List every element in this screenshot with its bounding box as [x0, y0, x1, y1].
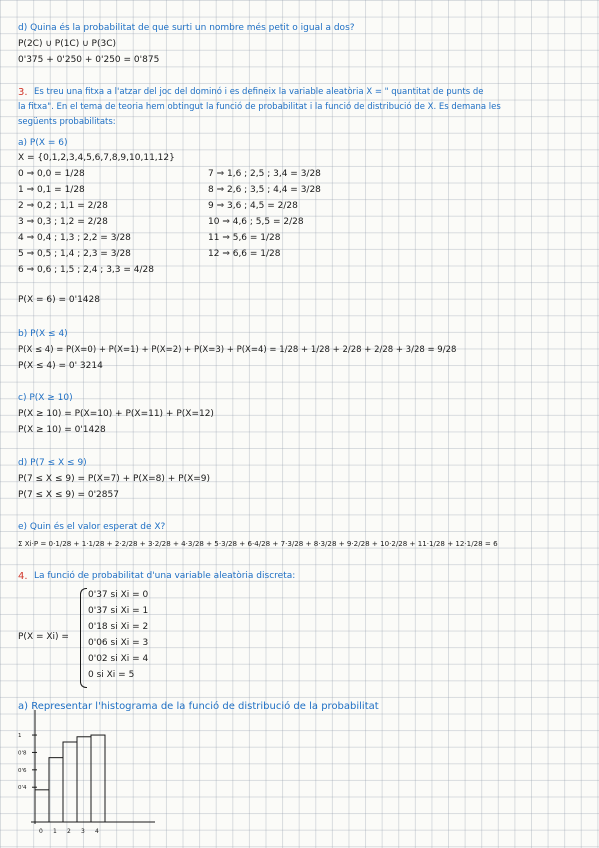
piecewise-case: 0'02 si Xi = 4 — [88, 654, 149, 664]
outcome-row: 11 ⇒ 5,6 = 1/28 — [208, 233, 281, 243]
piecewise-case: 0'37 si Xi = 0 — [88, 590, 149, 600]
y-tick-label: 1 — [18, 733, 22, 740]
question-d: d) Quina és la probabilitat de que surti un nombre més petit o igual a dos? — [18, 23, 355, 33]
outcome-row: 5 ⇒ 0,5 ; 1,4 ; 2,3 = 3/28 — [18, 249, 131, 259]
piecewise-label: P(X = Xi) = — [18, 632, 69, 642]
part-a-heading: a) P(X = 6) — [18, 138, 68, 148]
part-c-heading: c) P(X ≥ 10) — [18, 393, 73, 403]
piecewise-case: 0'06 si Xi = 3 — [88, 638, 149, 648]
part-a-result: P(X = 6) = 0'1428 — [18, 295, 100, 305]
union-line: P(2C) ∪ P(1C) ∪ P(3C) — [18, 39, 116, 49]
problem-3-statement: Es treu una fitxa a l'atzar del joc del dominó i es defineix la variable aleatòria X = " quantitat de punts de — [34, 87, 484, 97]
problem-3-statement-2: la fitxa". En el tema de teoria hem obtingut la funció de probabilitat i la funció de distribució de X. Es demana les — [18, 102, 501, 112]
problem-4-number: 4. — [18, 571, 28, 582]
y-tick-label: 0'4 — [18, 785, 27, 792]
x-tick-label: 3 — [81, 828, 85, 835]
outcome-row: 9 ⇒ 3,6 ; 4,5 = 2/28 — [208, 201, 298, 211]
part-4a-heading: a) Representar l'histograma de la funció de distribució de la probabilitat — [18, 701, 379, 712]
piecewise-case: 0'18 si Xi = 2 — [88, 622, 149, 632]
outcome-row: 2 ⇒ 0,2 ; 1,1 = 2/28 — [18, 201, 108, 211]
sum-line: 0'375 + 0'250 + 0'250 = 0'875 — [18, 55, 160, 65]
histogram-bar — [63, 742, 77, 822]
part-b-result: P(X ≤ 4) = 0' 3214 — [18, 361, 103, 371]
x-tick-label: 1 — [53, 828, 57, 835]
outcome-row: 12 ⇒ 6,6 = 1/28 — [208, 249, 281, 259]
part-b-heading: b) P(X ≤ 4) — [18, 329, 68, 339]
expected-value-expression: Σ Xi·P = 0·1/28 + 1·1/28 + 2·2/28 + 3·2/28 + 4·3/28 + 5·3/28 + 6·4/28 + 7·3/28 + 8·3/28 + 9·2/28 + 10·2/28 + 11·1/28 + 12·1/28 = 6 — [18, 539, 498, 548]
outcome-row: 10 ⇒ 4,6 ; 5,5 = 2/28 — [208, 217, 304, 227]
outcome-row: 3 ⇒ 0,3 ; 1,2 = 2/28 — [18, 217, 108, 227]
outcome-row: 1 ⇒ 0,1 = 1/28 — [18, 185, 85, 195]
part-e-heading: e) Quin és el valor esperat de X? — [18, 522, 166, 532]
outcome-row: 7 ⇒ 1,6 ; 2,5 ; 3,4 = 3/28 — [208, 169, 321, 179]
outcome-row: 8 ⇒ 2,6 ; 3,5 ; 4,4 = 3/28 — [208, 185, 321, 195]
part-c-result: P(X ≥ 10) = 0'1428 — [18, 425, 106, 435]
outcome-row: 6 ⇒ 0,6 ; 1,5 ; 2,4 ; 3,3 = 4/28 — [18, 265, 154, 275]
outcome-row: 0 ⇒ 0,0 = 1/28 — [18, 169, 85, 179]
histogram-bar — [49, 758, 63, 822]
x-tick-label: 4 — [95, 828, 99, 835]
sample-space: X = {0,1,2,3,4,5,6,7,8,9,10,11,12} — [18, 153, 175, 163]
part-d-result: P(7 ≤ X ≤ 9) = 0'2857 — [18, 490, 119, 500]
part-c-expression: P(X ≥ 10) = P(X=10) + P(X=11) + P(X=12) — [18, 409, 214, 419]
y-tick-label: 0'8 — [18, 750, 27, 757]
x-tick-label: 2 — [67, 828, 71, 835]
y-tick-label: 0'6 — [18, 767, 27, 774]
problem-3-statement-3: següents probabilitats: — [18, 117, 116, 127]
problem-4-statement: La funció de probabilitat d'una variable aleatòria discreta: — [34, 571, 296, 581]
part-d-expression: P(7 ≤ X ≤ 9) = P(X=7) + P(X=8) + P(X=9) — [18, 474, 211, 484]
x-tick-label: 0 — [39, 828, 43, 835]
part-b-expression: P(X ≤ 4) = P(X=0) + P(X=1) + P(X=2) + P(X=3) + P(X=4) = 1/28 + 1/28 + 2/28 + 2/28 + 3/28 = 9/28 — [18, 345, 457, 355]
piecewise-case: 0 si Xi = 5 — [88, 670, 135, 680]
histogram-bar — [35, 790, 49, 822]
histogram-bar — [91, 735, 105, 822]
part-d-heading: d) P(7 ≤ X ≤ 9) — [18, 458, 87, 468]
problem-3-number: 3. — [18, 87, 28, 98]
histogram-bar — [77, 737, 91, 822]
outcome-row: 4 ⇒ 0,4 ; 1,3 ; 2,2 = 3/28 — [18, 233, 131, 243]
piecewise-case: 0'37 si Xi = 1 — [88, 606, 149, 616]
